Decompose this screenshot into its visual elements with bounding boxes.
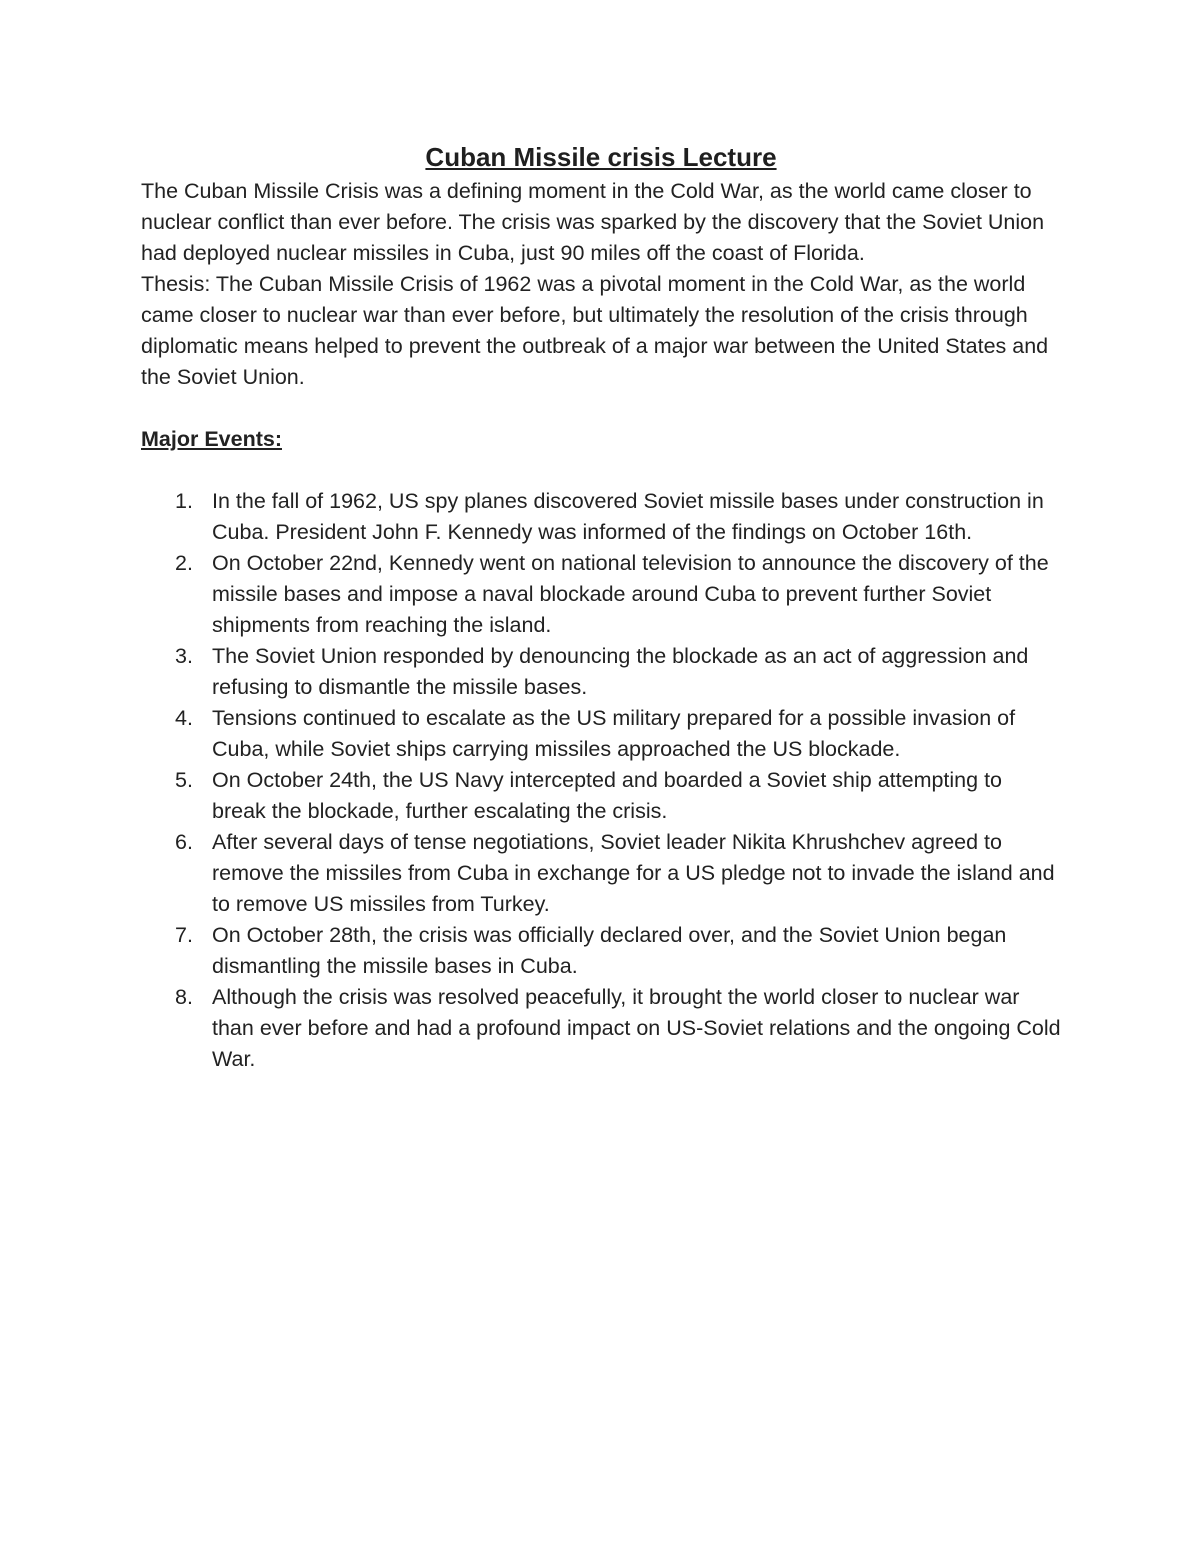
thesis-paragraph: Thesis: The Cuban Missile Crisis of 1962 was a pivotal moment in the Cold War, as the world came closer to nuclear war than ever before, but ultimately the resolution of the crisis through diplomatic means helped to prevent the outbreak of a major war between the United States and the Soviet Union. [141,272,1049,389]
event-item: Although the crisis was resolved peacefully, it brought the world closer to nuclear war than ever before and had a profound impact on US-Soviet relations and the ongoing Cold War. [212,985,1061,1071]
event-item: The Soviet Union responded by denouncing the blockade as an act of aggression and refusing to dismantle the missile bases. [212,644,1029,699]
event-item: On October 24th, the US Navy intercepted and boarded a Soviet ship attempting to break the blockade, further escalating the crisis. [212,768,1002,823]
intro-paragraph: The Cuban Missile Crisis was a defining moment in the Cold War, as the world came closer to nuclear conflict than ever before. The crisis was sparked by the discovery that the Soviet Union had deployed nuclear missiles in Cuba, just 90 miles off the coast of Florida. [141,179,1045,265]
document-content [141,138,1061,1075]
event-item: On October 22nd, Kennedy went on national television to announce the discovery of the missile bases and impose a naval blockade around Cuba to prevent further Soviet shipments from reaching the island. [212,551,1049,637]
event-item: Tensions continued to escalate as the US military prepared for a possible invasion of Cuba, while Soviet ships carrying missiles approached the US blockade. [212,706,1016,761]
event-item: In the fall of 1962, US spy planes discovered Soviet missile bases under construction in Cuba. President John F. Kennedy was informed of the findings on October 16th. [212,489,1044,544]
event-item: On October 28th, the crisis was officially declared over, and the Soviet Union began dismantling the missile bases in Cuba. [212,923,1007,978]
major-events-list [141,486,1061,1075]
document-title: Cuban Missile crisis Lecture [425,142,777,172]
major-events-heading: Major Events: [141,427,282,451]
event-item: After several days of tense negotiations, Soviet leader Nikita Khrushchev agreed to remove the missiles from Cuba in exchange for a US pledge not to invade the island and to remove US missiles from Turkey. [212,830,1055,916]
